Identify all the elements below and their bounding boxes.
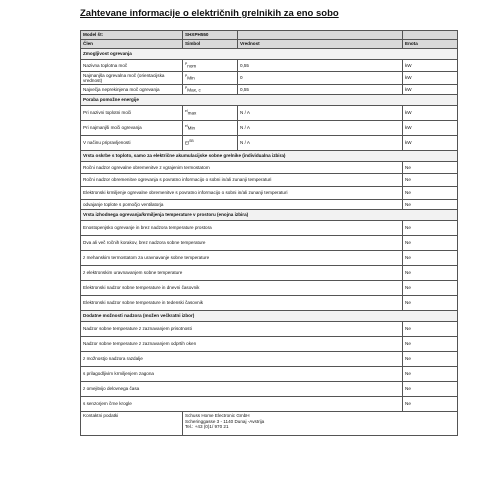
model-value: SHXPH550 — [183, 31, 238, 40]
row-unit: kW — [403, 106, 458, 121]
table-row — [81, 251, 458, 266]
column-header-row — [81, 40, 458, 49]
row-value: Ne — [403, 322, 458, 337]
contact-line: Tel.: +43 (0)1/ 970 21 — [185, 424, 229, 429]
contact-label: Kontaktni podatki — [81, 412, 183, 436]
row-value: Ne — [403, 296, 458, 311]
model-row — [81, 31, 458, 40]
row-label: z možnostjo nadzora razdalje — [81, 352, 403, 367]
row-label: Nadzor sobne temperature z zaznavanjem odprtih oken — [81, 337, 403, 352]
row-label: Najmanjša ogrevalna moč (orientacijska vrednost) — [81, 72, 183, 85]
row-symbol: $^{el}$max — [183, 106, 238, 121]
row-value: Ne — [403, 382, 458, 397]
table-row — [81, 136, 458, 151]
section-title-room-control: Vrsta izhodnega ogrevanja/krmiljenja temperature v prostoru (enojna izbira) — [81, 210, 458, 221]
contact-details — [183, 412, 458, 436]
row-value: Ne — [403, 281, 458, 296]
row-label: Enostopenjsko ogrevanje in brez nadzora temperature prostora — [81, 221, 403, 236]
row-value: N / A — [238, 106, 403, 121]
row-value: Ne — [403, 367, 458, 382]
section-title-heat-type: Vrsta oskrbe s toploto, samo za električne akumulacijske sobne grelnike (individualna izbira) — [81, 151, 458, 162]
row-label: Ročni nadzor ogrevalne obremenitve z vgrajenim termostatom — [81, 162, 403, 174]
row-unit: kW — [403, 60, 458, 72]
table-row — [81, 322, 458, 337]
row-label: Dva ali več ročnih korakov, brez nadzora sobne temperature — [81, 236, 403, 251]
row-value: Ne — [403, 236, 458, 251]
row-symbol: $El^{SB}$ — [183, 136, 238, 151]
row-value: N / A — [238, 136, 403, 151]
row-label: s senzorjem črne krogle — [81, 397, 403, 412]
row-value: Ne — [403, 337, 458, 352]
table-row — [81, 296, 458, 311]
row-unit: kW — [403, 85, 458, 95]
row-unit: kW — [403, 121, 458, 136]
contact-line: Schuss Home Electronic GmbH — [185, 413, 250, 418]
table-row — [81, 85, 458, 95]
row-label: z elektronskim uravnavanjem sobne temperature — [81, 266, 403, 281]
row-label: V načinu pripravljenosti — [81, 136, 183, 151]
column-header: Enota — [403, 40, 458, 49]
row-symbol: $^P$Min — [183, 72, 238, 85]
row-value: Ne — [403, 251, 458, 266]
row-label: Ročni nadzor obremenitve ogrevanja s povratno informacijo o sobni in/ali zunanji temperaturi — [81, 174, 403, 187]
row-label: Pri najmanjši moči ogrevanja — [81, 121, 183, 136]
row-label: Nazivna toplotna moč — [81, 60, 183, 72]
spec-table — [80, 30, 458, 436]
section-header — [81, 49, 458, 60]
table-row — [81, 221, 458, 236]
row-value: Ne — [403, 174, 458, 187]
row-label: z mehanskim termostatom za uravnavanje sobne temperature — [81, 251, 403, 266]
row-label: Največja neprekinjena moč ogrevanja — [81, 85, 183, 95]
row-value: Ne — [403, 221, 458, 236]
table-row — [81, 174, 458, 187]
table-row — [81, 281, 458, 296]
section-title-power: Poraba pomožne energije — [81, 95, 458, 106]
table-row — [81, 60, 458, 72]
row-label: Elektronski krmiljenje ogrevalne obremenitve s povratno informacijo o sobni in/ali zunanji temperaturi — [81, 187, 403, 200]
row-label: Pri nazivni toplotni moči — [81, 106, 183, 121]
column-header: Simbol — [183, 40, 238, 49]
row-symbol: $^{el}$Min — [183, 121, 238, 136]
row-label: Nadzor sobne temperature z zaznavanjem prisotnosti — [81, 322, 403, 337]
table-row — [81, 352, 458, 367]
table-row — [81, 397, 458, 412]
table-row — [81, 187, 458, 200]
row-unit: kW — [403, 72, 458, 85]
section-header — [81, 311, 458, 322]
row-value: Ne — [403, 200, 458, 210]
row-unit: kW — [403, 136, 458, 151]
table-row — [81, 200, 458, 210]
row-value: 0 — [238, 72, 403, 85]
row-label: s prilagodljivim krmiljenjem zagona — [81, 367, 403, 382]
row-symbol: $^P$Max, c — [183, 85, 238, 95]
table-row — [81, 382, 458, 397]
section-header — [81, 95, 458, 106]
section-header — [81, 210, 458, 221]
table-row — [81, 72, 458, 85]
table-row — [81, 236, 458, 251]
row-value: Ne — [403, 187, 458, 200]
table-row — [81, 106, 458, 121]
table-row — [81, 337, 458, 352]
section-header — [81, 151, 458, 162]
model-label: Model št: — [81, 31, 183, 40]
section-title-other-options: Dodatne možnosti nadzora (možen večkratni izbor) — [81, 311, 458, 322]
row-symbol: $^P$nom — [183, 60, 238, 72]
row-label: odvajanje toplote s pomočjo ventilatorja — [81, 200, 403, 210]
section-title-output: Zmogljivost ogrevanja — [81, 49, 458, 60]
row-value: 0,55 — [238, 60, 403, 72]
contact-line: Scheringgasse 3 - 1140 Dunaj -Avstrija — [185, 418, 265, 424]
table-row — [81, 162, 458, 174]
table-row — [81, 367, 458, 382]
row-value: Ne — [403, 397, 458, 412]
row-label: Elektronski nadzor sobne temperature in tedenski časovnik — [81, 296, 403, 311]
contact-row — [81, 412, 458, 436]
table-row — [81, 121, 458, 136]
table-row — [81, 266, 458, 281]
column-header: Člen — [81, 40, 183, 49]
row-value: Ne — [403, 266, 458, 281]
row-value: N / A — [238, 121, 403, 136]
row-label: Elektronski nadzor sobne temperature in dnevni časovnik — [81, 281, 403, 296]
row-value: Ne — [403, 162, 458, 174]
row-value: 0,55 — [238, 85, 403, 95]
row-value: Ne — [403, 352, 458, 367]
row-label: z omejitvijo delovnega časa — [81, 382, 403, 397]
document-title: Zahtevane informacije o električnih grelnikih za eno sobo — [80, 8, 339, 19]
column-header: Vrednost — [238, 40, 403, 49]
